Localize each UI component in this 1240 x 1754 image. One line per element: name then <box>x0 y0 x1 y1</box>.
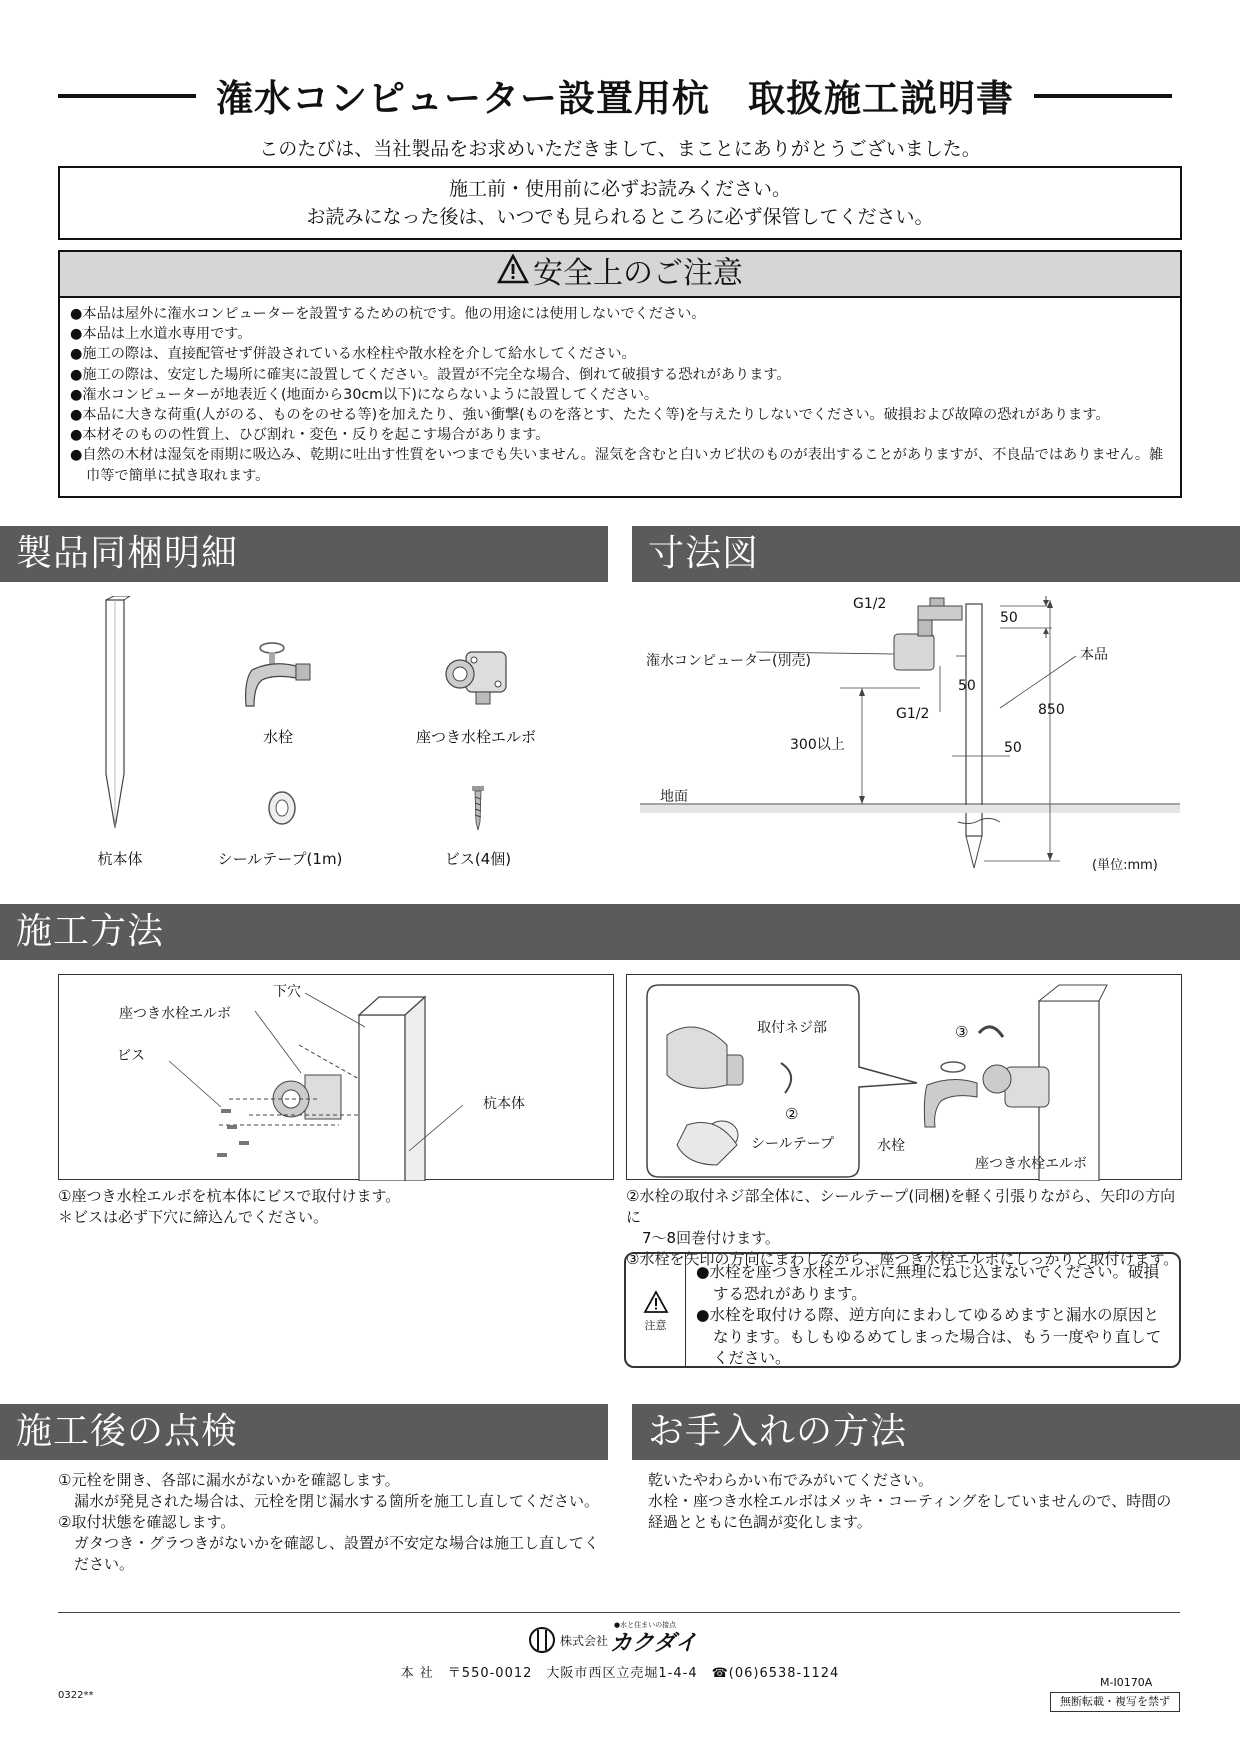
screw-caption: ビス(4個) <box>444 850 512 868</box>
company-address: 本 社 〒550-0012 大阪市西区立売堀1-4-4 ☎(06)6538-1124 <box>400 1666 840 1681</box>
method-step1 <box>58 1186 614 1228</box>
logo-slogan: ●水と住まいの接点 <box>614 1621 677 1629</box>
page-title: 潅水コンピューター設置用杭 取扱施工説明書 <box>196 77 1034 120</box>
inspection-line4: ガタつき・グラつきがないかを確認し、設置が不安定な場合は施工し直してください。 <box>74 1534 600 1573</box>
inspection-line2: 漏水が発見された場合は、元栓を閉じ漏水する箇所を施工し直してください。 <box>74 1492 600 1510</box>
step1-text: ①座つき水栓エルボを杭本体にビスで取付けます。 <box>58 1187 401 1205</box>
care-line2: 水栓・座つき水栓エルボはメッキ・コーティングをしていませんので、時間の経過とともに色調が変化します。 <box>648 1492 1172 1531</box>
section-care-heading: お手入れの方法 <box>632 1404 1240 1460</box>
g12-bottom-label: G1/2 <box>896 706 930 722</box>
fig1-screw-label: ビス <box>117 1048 145 1064</box>
company-logo <box>528 1620 728 1656</box>
safety-list <box>60 298 1180 486</box>
fig1-stake-label: 杭本体 <box>483 1096 525 1112</box>
logo-company-name: カクダイ <box>610 1631 698 1656</box>
thanks-text: このたびは、当社製品をお求めいただきまして、まことにありがとうございました。 <box>259 138 981 160</box>
method-figure-1 <box>58 974 614 1180</box>
stake-caption: 杭本体 <box>97 850 143 868</box>
caution-item: ●水栓を取付ける際、逆方向にまわしてゆるめますと漏水の原因となります。もしもゆるめてしまった場合は、もう一度やり直してください。 <box>696 1306 1162 1367</box>
faucet-caption: 水栓 <box>262 728 293 746</box>
hole-label: 下穴 <box>273 984 301 1000</box>
caution-label-cell <box>626 1254 686 1366</box>
computer-label: 潅水コンピューター(別売) <box>646 653 811 669</box>
safety-item: ●本材そのものの性質上、ひび割れ・変色・反りを起こす場合があります。 <box>70 427 550 444</box>
fig2-tape-label: シールテープ <box>751 1136 835 1152</box>
care-line1: 乾いたやわらかい布でみがいてください。 <box>648 1471 934 1489</box>
step3-marker: ③ <box>955 1023 969 1041</box>
logo-mark-icon <box>528 1626 556 1654</box>
dim-50-top: 50 <box>1000 610 1018 626</box>
read-notice-line2: お読みになった後は、いつでも見られるところに必ず保管してください。 <box>306 206 934 228</box>
safety-heading-text: 安全上のご注意 <box>533 256 743 291</box>
dim-850: 850 <box>1038 702 1065 718</box>
inspection-text <box>58 1470 608 1575</box>
read-notice-box <box>58 166 1182 240</box>
step2-text: ②水栓の取付ネジ部全体に、シールテープ(同梱)を軽く引張りながら、矢印の方向に <box>626 1187 1176 1226</box>
dim-50-mid: 50 <box>958 678 976 694</box>
tape-caption: シールテープ(1m) <box>217 850 343 868</box>
step3-text: ③水栓を矢印の方向にまわしながら、座つき水栓エルボにしっかりと取付けます。 <box>626 1250 1179 1268</box>
thread-label: 取付ネジ部 <box>757 1020 827 1036</box>
print-code: 0322** <box>58 1690 94 1701</box>
fig1-elbow-label: 座つき水栓エルボ <box>119 1006 231 1022</box>
fig2-elbow-label: 座つき水栓エルボ <box>975 1156 1087 1172</box>
title-bar <box>58 62 1172 122</box>
safety-item: ●施工の際は、直接配管せず併設されている水栓柱や散水栓を介して給水してください。 <box>70 346 636 363</box>
copyright-notice: 無断転載・複写を禁ず <box>1050 1692 1180 1712</box>
section-contents-heading: 製品同梱明細 <box>0 526 608 582</box>
step2-text-cont: 7〜8回巻付けます。 <box>642 1229 780 1247</box>
section-inspection-heading: 施工後の点検 <box>0 1404 608 1460</box>
safety-item: ●本品は上水道水専用です。 <box>70 326 252 343</box>
caution-label: 注意 <box>644 1319 667 1332</box>
dim-50-bottom: 50 <box>1004 740 1022 756</box>
ground-label: 地面 <box>660 789 688 805</box>
caution-warning-icon <box>626 1290 685 1317</box>
safety-item: ●本品に大きな荷重(人がのる、ものをのせる等)を加えたり、強い衝撃(ものを落とす、たたく等)を与えたりしないでください。破損および故障の恐れがあります。 <box>70 407 1110 424</box>
stake-illustration <box>90 596 150 836</box>
elbow-icon <box>436 648 516 708</box>
safety-item: ●施工の際は、安定した場所に確実に設置してください。設置が不完全な場合、倒れて破損する恐れがあります。 <box>70 366 791 383</box>
screw-icon <box>466 784 490 832</box>
safety-item: ●本品は屋外に潅水コンピューターを設置するための杭です。他の用途には使用しないでください。 <box>70 306 706 322</box>
caution-list <box>696 1262 1169 1370</box>
dimension-diagram <box>640 596 1180 876</box>
inspection-line3: ②取付状態を確認します。 <box>58 1513 236 1531</box>
safety-box <box>58 250 1182 498</box>
safety-heading <box>60 252 1180 298</box>
dim-300: 300以上 <box>790 737 845 753</box>
elbow-caption: 座つき水栓エルボ <box>415 728 536 746</box>
product-label: 本品 <box>1080 647 1108 663</box>
step1-note: ＊ビスは必ず下穴に締込んでください。 <box>58 1208 329 1226</box>
unit-label: (単位:mm) <box>1092 858 1158 873</box>
logo-company-prefix: 株式会社 <box>560 1634 609 1648</box>
step2-marker: ② <box>785 1105 799 1123</box>
section-dimensions-heading: 寸法図 <box>632 526 1240 582</box>
safety-item: ●自然の木材は湿気を雨期に吸込み、乾期に吐出す性質をいつまでも失いません。湿気を含むと白いカビ状のものが表出することがありますが、不良品ではありません。雑巾等で簡単に拭き取れます。 <box>70 447 1164 484</box>
document-code: M-I0170A <box>1100 1676 1153 1689</box>
warning-icon <box>497 253 529 297</box>
fig2-faucet-label: 水栓 <box>877 1138 905 1154</box>
inspection-line1: ①元栓を開き、各部に漏水がないかを確認します。 <box>58 1471 400 1489</box>
method-figure-2 <box>626 974 1182 1180</box>
faucet-icon <box>238 640 318 710</box>
section-method-heading: 施工方法 <box>0 904 1240 960</box>
read-notice-line1: 施工前・使用前に必ずお読みください。 <box>448 178 791 200</box>
safety-item: ●潅水コンピューターが地表近く(地面から30cm以下)にならないように設置してください。 <box>70 386 659 403</box>
g12-top-label: G1/2 <box>853 596 887 612</box>
care-text <box>648 1470 1178 1533</box>
tape-icon <box>262 790 302 826</box>
footer-rule <box>58 1612 1180 1613</box>
caution-box <box>624 1252 1181 1368</box>
caution-item: ●水栓を座つき水栓エルボに無理にねじ込まないでください。破損する恐れがあります。 <box>696 1263 1160 1303</box>
